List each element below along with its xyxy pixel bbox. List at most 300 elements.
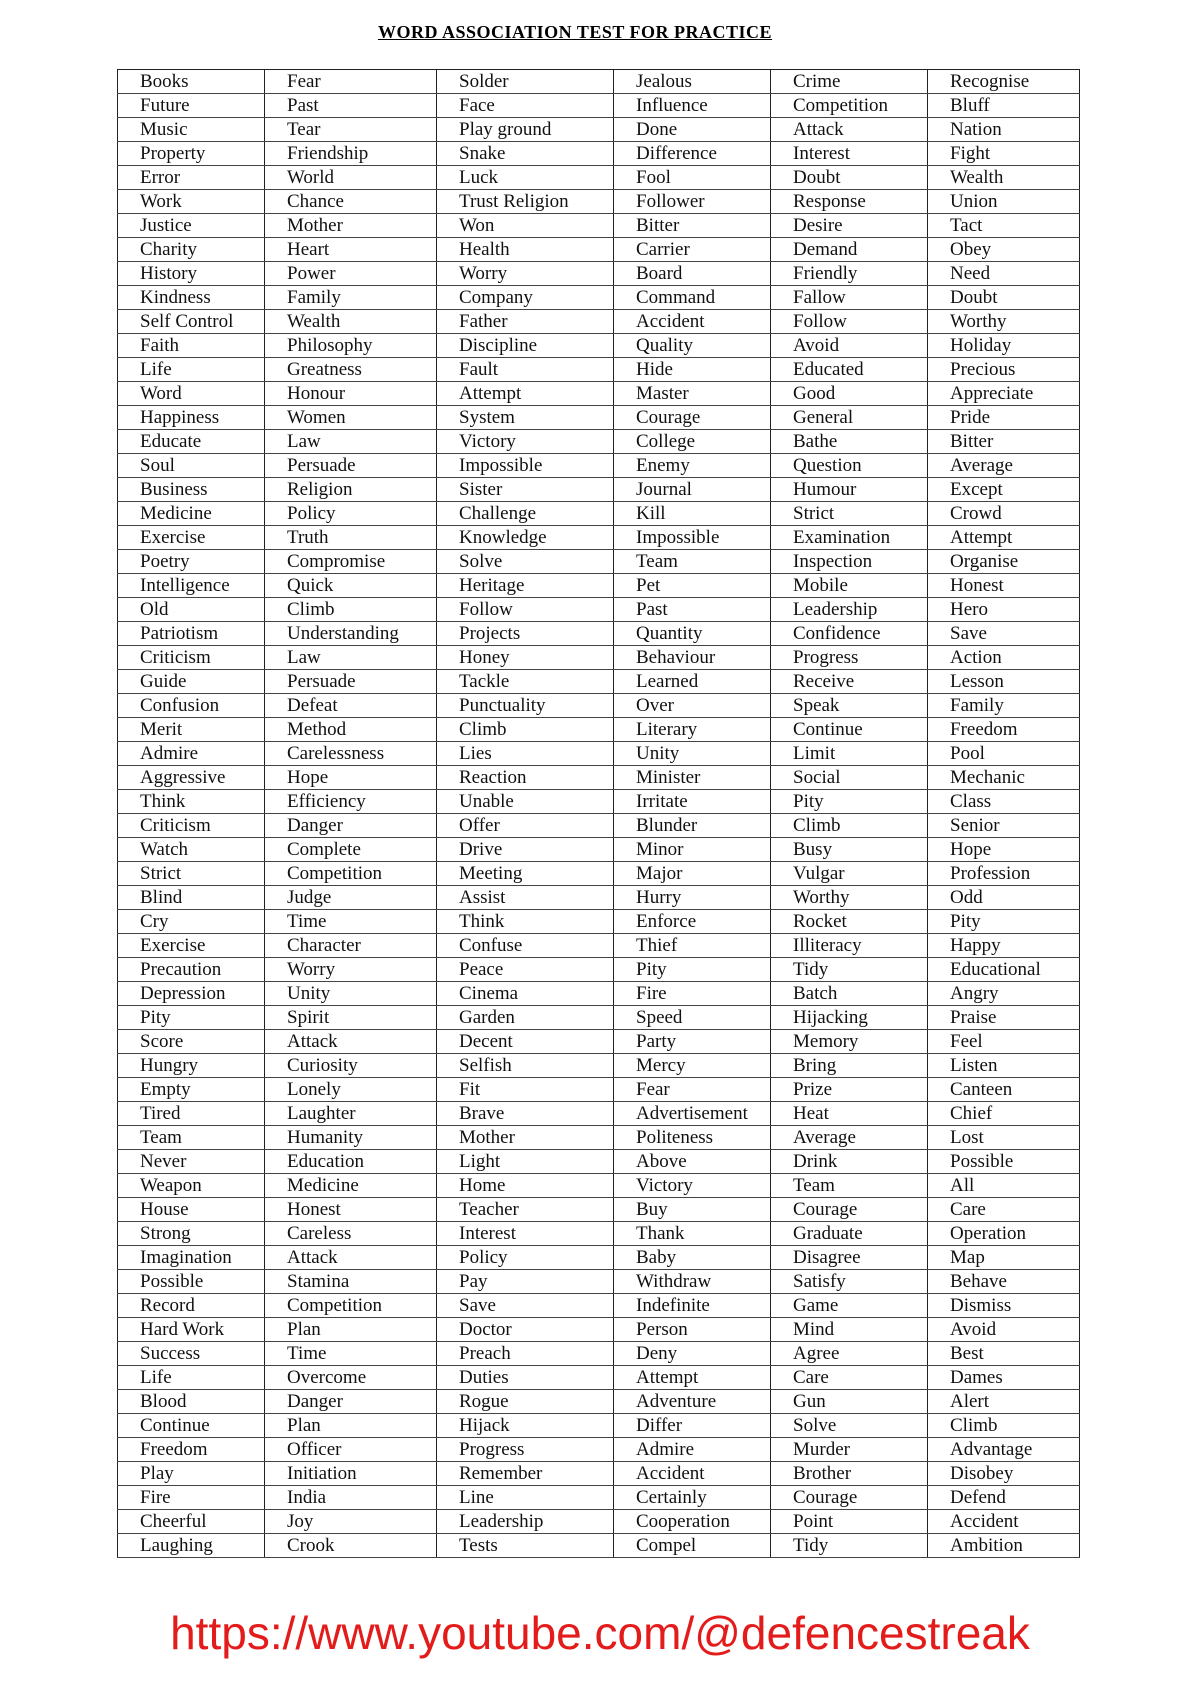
table-row: [118, 1414, 1080, 1438]
word-cell: Music: [118, 118, 265, 142]
table-row: [118, 958, 1080, 982]
word-cell: General: [771, 406, 928, 430]
word-cell: Play: [118, 1462, 265, 1486]
word-cell: Jealous: [614, 70, 771, 94]
word-cell: Fear: [614, 1078, 771, 1102]
word-cell: Philosophy: [265, 334, 437, 358]
table-row: [118, 694, 1080, 718]
word-cell: Medicine: [118, 502, 265, 526]
word-cell: Alert: [928, 1390, 1080, 1414]
word-cell: Solve: [771, 1414, 928, 1438]
table-row: [118, 1054, 1080, 1078]
word-cell: Projects: [437, 622, 614, 646]
word-table: [117, 69, 1080, 1558]
word-cell: Persuade: [265, 454, 437, 478]
word-cell: Action: [928, 646, 1080, 670]
table-row: [118, 790, 1080, 814]
word-cell: Fire: [118, 1486, 265, 1510]
word-cell: Selfish: [437, 1054, 614, 1078]
word-cell: Precious: [928, 358, 1080, 382]
word-cell: Imagination: [118, 1246, 265, 1270]
word-cell: Impossible: [614, 526, 771, 550]
word-cell: Overcome: [265, 1366, 437, 1390]
word-cell: Save: [437, 1294, 614, 1318]
word-cell: Save: [928, 622, 1080, 646]
word-cell: Confuse: [437, 934, 614, 958]
word-cell: Point: [771, 1510, 928, 1534]
word-cell: Self Control: [118, 310, 265, 334]
word-cell: Quick: [265, 574, 437, 598]
word-cell: Family: [928, 694, 1080, 718]
word-cell: Crime: [771, 70, 928, 94]
word-cell: Books: [118, 70, 265, 94]
table-row: [118, 1270, 1080, 1294]
table-row: [118, 886, 1080, 910]
word-cell: Blood: [118, 1390, 265, 1414]
table-row: [118, 118, 1080, 142]
word-cell: Bring: [771, 1054, 928, 1078]
word-cell: Difference: [614, 142, 771, 166]
word-cell: All: [928, 1174, 1080, 1198]
word-cell: Social: [771, 766, 928, 790]
word-cell: Worry: [437, 262, 614, 286]
word-cell: Minor: [614, 838, 771, 862]
word-cell: Success: [118, 1342, 265, 1366]
table-row: [118, 574, 1080, 598]
word-cell: Women: [265, 406, 437, 430]
word-cell: Hurry: [614, 886, 771, 910]
word-cell: Doubt: [928, 286, 1080, 310]
word-cell: Compromise: [265, 550, 437, 574]
word-cell: Leadership: [771, 598, 928, 622]
word-cell: Solder: [437, 70, 614, 94]
word-cell: Pride: [928, 406, 1080, 430]
word-cell: Hijack: [437, 1414, 614, 1438]
table-row: [118, 70, 1080, 94]
word-cell: Honour: [265, 382, 437, 406]
table-row: [118, 1174, 1080, 1198]
table-row: [118, 1462, 1080, 1486]
word-cell: Lies: [437, 742, 614, 766]
word-cell: Attack: [265, 1030, 437, 1054]
word-cell: Intelligence: [118, 574, 265, 598]
word-cell: Care: [928, 1198, 1080, 1222]
word-cell: Heat: [771, 1102, 928, 1126]
youtube-channel-link[interactable]: https://www.youtube.com/@defencestreak: [170, 1607, 1030, 1659]
word-cell: Memory: [771, 1030, 928, 1054]
word-cell: Over: [614, 694, 771, 718]
word-cell: Lonely: [265, 1078, 437, 1102]
word-cell: Carrier: [614, 238, 771, 262]
word-cell: Speed: [614, 1006, 771, 1030]
word-cell: Truth: [265, 526, 437, 550]
table-row: [118, 430, 1080, 454]
word-cell: Done: [614, 118, 771, 142]
word-cell: Avoid: [928, 1318, 1080, 1342]
word-cell: Average: [771, 1126, 928, 1150]
word-cell: Illiteracy: [771, 934, 928, 958]
word-cell: Laughter: [265, 1102, 437, 1126]
word-cell: Record: [118, 1294, 265, 1318]
word-cell: Vulgar: [771, 862, 928, 886]
word-cell: Law: [265, 430, 437, 454]
table-row: [118, 1294, 1080, 1318]
word-cell: Senior: [928, 814, 1080, 838]
word-cell: Danger: [265, 814, 437, 838]
word-cell: Think: [118, 790, 265, 814]
word-cell: Defend: [928, 1486, 1080, 1510]
word-cell: Deny: [614, 1342, 771, 1366]
word-cell: Inspection: [771, 550, 928, 574]
word-cell: Meeting: [437, 862, 614, 886]
word-cell: Father: [437, 310, 614, 334]
word-cell: Careless: [265, 1222, 437, 1246]
word-cell: Limit: [771, 742, 928, 766]
word-cell: Board: [614, 262, 771, 286]
word-cell: Business: [118, 478, 265, 502]
word-cell: Interest: [771, 142, 928, 166]
word-cell: Charity: [118, 238, 265, 262]
word-cell: Receive: [771, 670, 928, 694]
word-cell: Question: [771, 454, 928, 478]
table-row: [118, 238, 1080, 262]
word-cell: Doubt: [771, 166, 928, 190]
table-row: [118, 1510, 1080, 1534]
word-cell: Hijacking: [771, 1006, 928, 1030]
word-cell: Education: [265, 1150, 437, 1174]
table-row: [118, 478, 1080, 502]
word-cell: Property: [118, 142, 265, 166]
word-cell: Line: [437, 1486, 614, 1510]
word-cell: Appreciate: [928, 382, 1080, 406]
table-row: [118, 1006, 1080, 1030]
word-cell: Work: [118, 190, 265, 214]
word-cell: Party: [614, 1030, 771, 1054]
word-cell: Progress: [437, 1438, 614, 1462]
word-cell: Attack: [771, 118, 928, 142]
word-cell: Except: [928, 478, 1080, 502]
word-cell: Soul: [118, 454, 265, 478]
word-cell: Pity: [118, 1006, 265, 1030]
table-row: [118, 550, 1080, 574]
word-cell: Hard Work: [118, 1318, 265, 1342]
word-cell: Heart: [265, 238, 437, 262]
word-cell: Watch: [118, 838, 265, 862]
word-cell: Obey: [928, 238, 1080, 262]
table-row: [118, 1078, 1080, 1102]
word-cell: Drive: [437, 838, 614, 862]
word-cell: Prize: [771, 1078, 928, 1102]
word-cell: Enforce: [614, 910, 771, 934]
word-cell: Dismiss: [928, 1294, 1080, 1318]
word-cell: Punctuality: [437, 694, 614, 718]
word-cell: Examination: [771, 526, 928, 550]
word-cell: Character: [265, 934, 437, 958]
word-cell: Quantity: [614, 622, 771, 646]
word-cell: Brave: [437, 1102, 614, 1126]
word-cell: Attack: [265, 1246, 437, 1270]
word-cell: Interest: [437, 1222, 614, 1246]
word-cell: Fight: [928, 142, 1080, 166]
word-cell: Courage: [771, 1198, 928, 1222]
word-cell: Possible: [928, 1150, 1080, 1174]
word-cell: Friendship: [265, 142, 437, 166]
word-cell: Defeat: [265, 694, 437, 718]
word-cell: Mechanic: [928, 766, 1080, 790]
word-cell: Fallow: [771, 286, 928, 310]
word-cell: Duties: [437, 1366, 614, 1390]
word-cell: Indefinite: [614, 1294, 771, 1318]
word-cell: Map: [928, 1246, 1080, 1270]
word-cell: Score: [118, 1030, 265, 1054]
word-cell: Religion: [265, 478, 437, 502]
word-cell: Accident: [614, 310, 771, 334]
word-cell: Offer: [437, 814, 614, 838]
word-cell: Policy: [437, 1246, 614, 1270]
word-cell: Reaction: [437, 766, 614, 790]
word-cell: Decent: [437, 1030, 614, 1054]
word-cell: Merit: [118, 718, 265, 742]
word-cell: Sister: [437, 478, 614, 502]
word-cell: Accident: [928, 1510, 1080, 1534]
word-cell: Plan: [265, 1318, 437, 1342]
word-cell: Faith: [118, 334, 265, 358]
word-cell: Busy: [771, 838, 928, 862]
word-cell: Rogue: [437, 1390, 614, 1414]
table-row: [118, 334, 1080, 358]
word-cell: Follower: [614, 190, 771, 214]
word-cell: Cooperation: [614, 1510, 771, 1534]
word-cell: Won: [437, 214, 614, 238]
table-row: [118, 1222, 1080, 1246]
word-cell: Policy: [265, 502, 437, 526]
word-cell: Snake: [437, 142, 614, 166]
word-cell: Play ground: [437, 118, 614, 142]
word-cell: Unity: [614, 742, 771, 766]
word-cell: Laughing: [118, 1534, 265, 1558]
word-cell: Praise: [928, 1006, 1080, 1030]
word-cell: Crowd: [928, 502, 1080, 526]
word-cell: Kindness: [118, 286, 265, 310]
word-cell: Thief: [614, 934, 771, 958]
word-cell: Life: [118, 358, 265, 382]
word-cell: Profession: [928, 862, 1080, 886]
word-cell: Understanding: [265, 622, 437, 646]
word-cell: Spirit: [265, 1006, 437, 1030]
word-cell: Bluff: [928, 94, 1080, 118]
word-cell: Journal: [614, 478, 771, 502]
word-cell: Cry: [118, 910, 265, 934]
word-cell: Pool: [928, 742, 1080, 766]
word-cell: Blunder: [614, 814, 771, 838]
word-cell: Admire: [118, 742, 265, 766]
word-cell: Worry: [265, 958, 437, 982]
word-cell: Mother: [437, 1126, 614, 1150]
word-cell: Continue: [118, 1414, 265, 1438]
table-row: [118, 718, 1080, 742]
word-cell: Heritage: [437, 574, 614, 598]
word-cell: Union: [928, 190, 1080, 214]
word-cell: Error: [118, 166, 265, 190]
table-row: [118, 862, 1080, 886]
word-cell: Fire: [614, 982, 771, 1006]
table-row: [118, 622, 1080, 646]
word-cell: Disagree: [771, 1246, 928, 1270]
word-cell: Climb: [437, 718, 614, 742]
word-cell: Honest: [928, 574, 1080, 598]
word-cell: Challenge: [437, 502, 614, 526]
word-cell: Thank: [614, 1222, 771, 1246]
word-cell: Blind: [118, 886, 265, 910]
word-cell: Health: [437, 238, 614, 262]
word-cell: Team: [771, 1174, 928, 1198]
page-title: WORD ASSOCIATION TEST FOR PRACTICE: [377, 22, 773, 42]
word-cell: Learned: [614, 670, 771, 694]
word-cell: Lost: [928, 1126, 1080, 1150]
table-row: [118, 286, 1080, 310]
word-cell: Progress: [771, 646, 928, 670]
word-cell: Time: [265, 910, 437, 934]
word-cell: Hungry: [118, 1054, 265, 1078]
word-cell: Strict: [771, 502, 928, 526]
word-cell: India: [265, 1486, 437, 1510]
table-row: [118, 142, 1080, 166]
word-cell: Politeness: [614, 1126, 771, 1150]
word-cell: Game: [771, 1294, 928, 1318]
word-cell: Victory: [614, 1174, 771, 1198]
word-cell: Adventure: [614, 1390, 771, 1414]
word-cell: Precaution: [118, 958, 265, 982]
word-cell: Crook: [265, 1534, 437, 1558]
word-cell: Listen: [928, 1054, 1080, 1078]
word-cell: Medicine: [265, 1174, 437, 1198]
word-cell: Unity: [265, 982, 437, 1006]
word-cell: Educational: [928, 958, 1080, 982]
word-cell: Courage: [614, 406, 771, 430]
word-cell: Confusion: [118, 694, 265, 718]
word-cell: Weapon: [118, 1174, 265, 1198]
word-cell: Climb: [265, 598, 437, 622]
word-cell: Tidy: [771, 958, 928, 982]
word-cell: Buy: [614, 1198, 771, 1222]
word-cell: Patriotism: [118, 622, 265, 646]
word-cell: Fault: [437, 358, 614, 382]
word-cell: Attempt: [928, 526, 1080, 550]
word-cell: Humour: [771, 478, 928, 502]
word-cell: Friendly: [771, 262, 928, 286]
word-cell: Drink: [771, 1150, 928, 1174]
word-cell: Competition: [771, 94, 928, 118]
word-cell: Happiness: [118, 406, 265, 430]
word-cell: Fool: [614, 166, 771, 190]
table-row: [118, 1390, 1080, 1414]
word-cell: Accident: [614, 1462, 771, 1486]
word-cell: Pity: [614, 958, 771, 982]
word-cell: Possible: [118, 1270, 265, 1294]
word-cell: Justice: [118, 214, 265, 238]
word-cell: Doctor: [437, 1318, 614, 1342]
word-cell: Minister: [614, 766, 771, 790]
word-cell: Knowledge: [437, 526, 614, 550]
word-cell: System: [437, 406, 614, 430]
word-cell: Angry: [928, 982, 1080, 1006]
word-cell: Past: [265, 94, 437, 118]
word-cell: Pity: [928, 910, 1080, 934]
word-cell: Greatness: [265, 358, 437, 382]
word-cell: College: [614, 430, 771, 454]
word-cell: Worthy: [771, 886, 928, 910]
word-cell: Wealth: [265, 310, 437, 334]
word-cell: Nation: [928, 118, 1080, 142]
table-row: [118, 838, 1080, 862]
word-cell: Compel: [614, 1534, 771, 1558]
table-row: [118, 766, 1080, 790]
word-cell: Luck: [437, 166, 614, 190]
word-cell: Competition: [265, 862, 437, 886]
word-cell: Stamina: [265, 1270, 437, 1294]
word-cell: Efficiency: [265, 790, 437, 814]
table-row: [118, 934, 1080, 958]
table-row: [118, 982, 1080, 1006]
table-row: [118, 382, 1080, 406]
table-row: [118, 1150, 1080, 1174]
word-cell: Major: [614, 862, 771, 886]
word-cell: Behave: [928, 1270, 1080, 1294]
word-cell: Time: [265, 1342, 437, 1366]
table-row: [118, 1486, 1080, 1510]
table-row: [118, 1342, 1080, 1366]
word-cell: Mother: [265, 214, 437, 238]
word-cell: Exercise: [118, 934, 265, 958]
word-cell: Old: [118, 598, 265, 622]
word-cell: Educate: [118, 430, 265, 454]
word-cell: Follow: [437, 598, 614, 622]
word-cell: Team: [614, 550, 771, 574]
table-row: [118, 262, 1080, 286]
word-cell: Climb: [771, 814, 928, 838]
word-cell: Fear: [265, 70, 437, 94]
word-cell: Command: [614, 286, 771, 310]
table-row: [118, 910, 1080, 934]
word-cell: Mind: [771, 1318, 928, 1342]
table-row: [118, 1246, 1080, 1270]
word-cell: Aggressive: [118, 766, 265, 790]
word-cell: Irritate: [614, 790, 771, 814]
table-row: [118, 598, 1080, 622]
word-cell: Class: [928, 790, 1080, 814]
word-cell: Light: [437, 1150, 614, 1174]
word-cell: Honest: [265, 1198, 437, 1222]
word-cell: Best: [928, 1342, 1080, 1366]
word-cell: Cinema: [437, 982, 614, 1006]
word-cell: Future: [118, 94, 265, 118]
table-row: [118, 214, 1080, 238]
word-cell: Need: [928, 262, 1080, 286]
word-cell: Complete: [265, 838, 437, 862]
word-cell: Criticism: [118, 814, 265, 838]
word-cell: Strict: [118, 862, 265, 886]
word-cell: Impossible: [437, 454, 614, 478]
word-cell: Wealth: [928, 166, 1080, 190]
word-cell: Continue: [771, 718, 928, 742]
table-row: [118, 1438, 1080, 1462]
word-cell: Freedom: [928, 718, 1080, 742]
word-cell: Lesson: [928, 670, 1080, 694]
word-cell: Discipline: [437, 334, 614, 358]
word-cell: Attempt: [437, 382, 614, 406]
word-cell: Enemy: [614, 454, 771, 478]
word-cell: Solve: [437, 550, 614, 574]
